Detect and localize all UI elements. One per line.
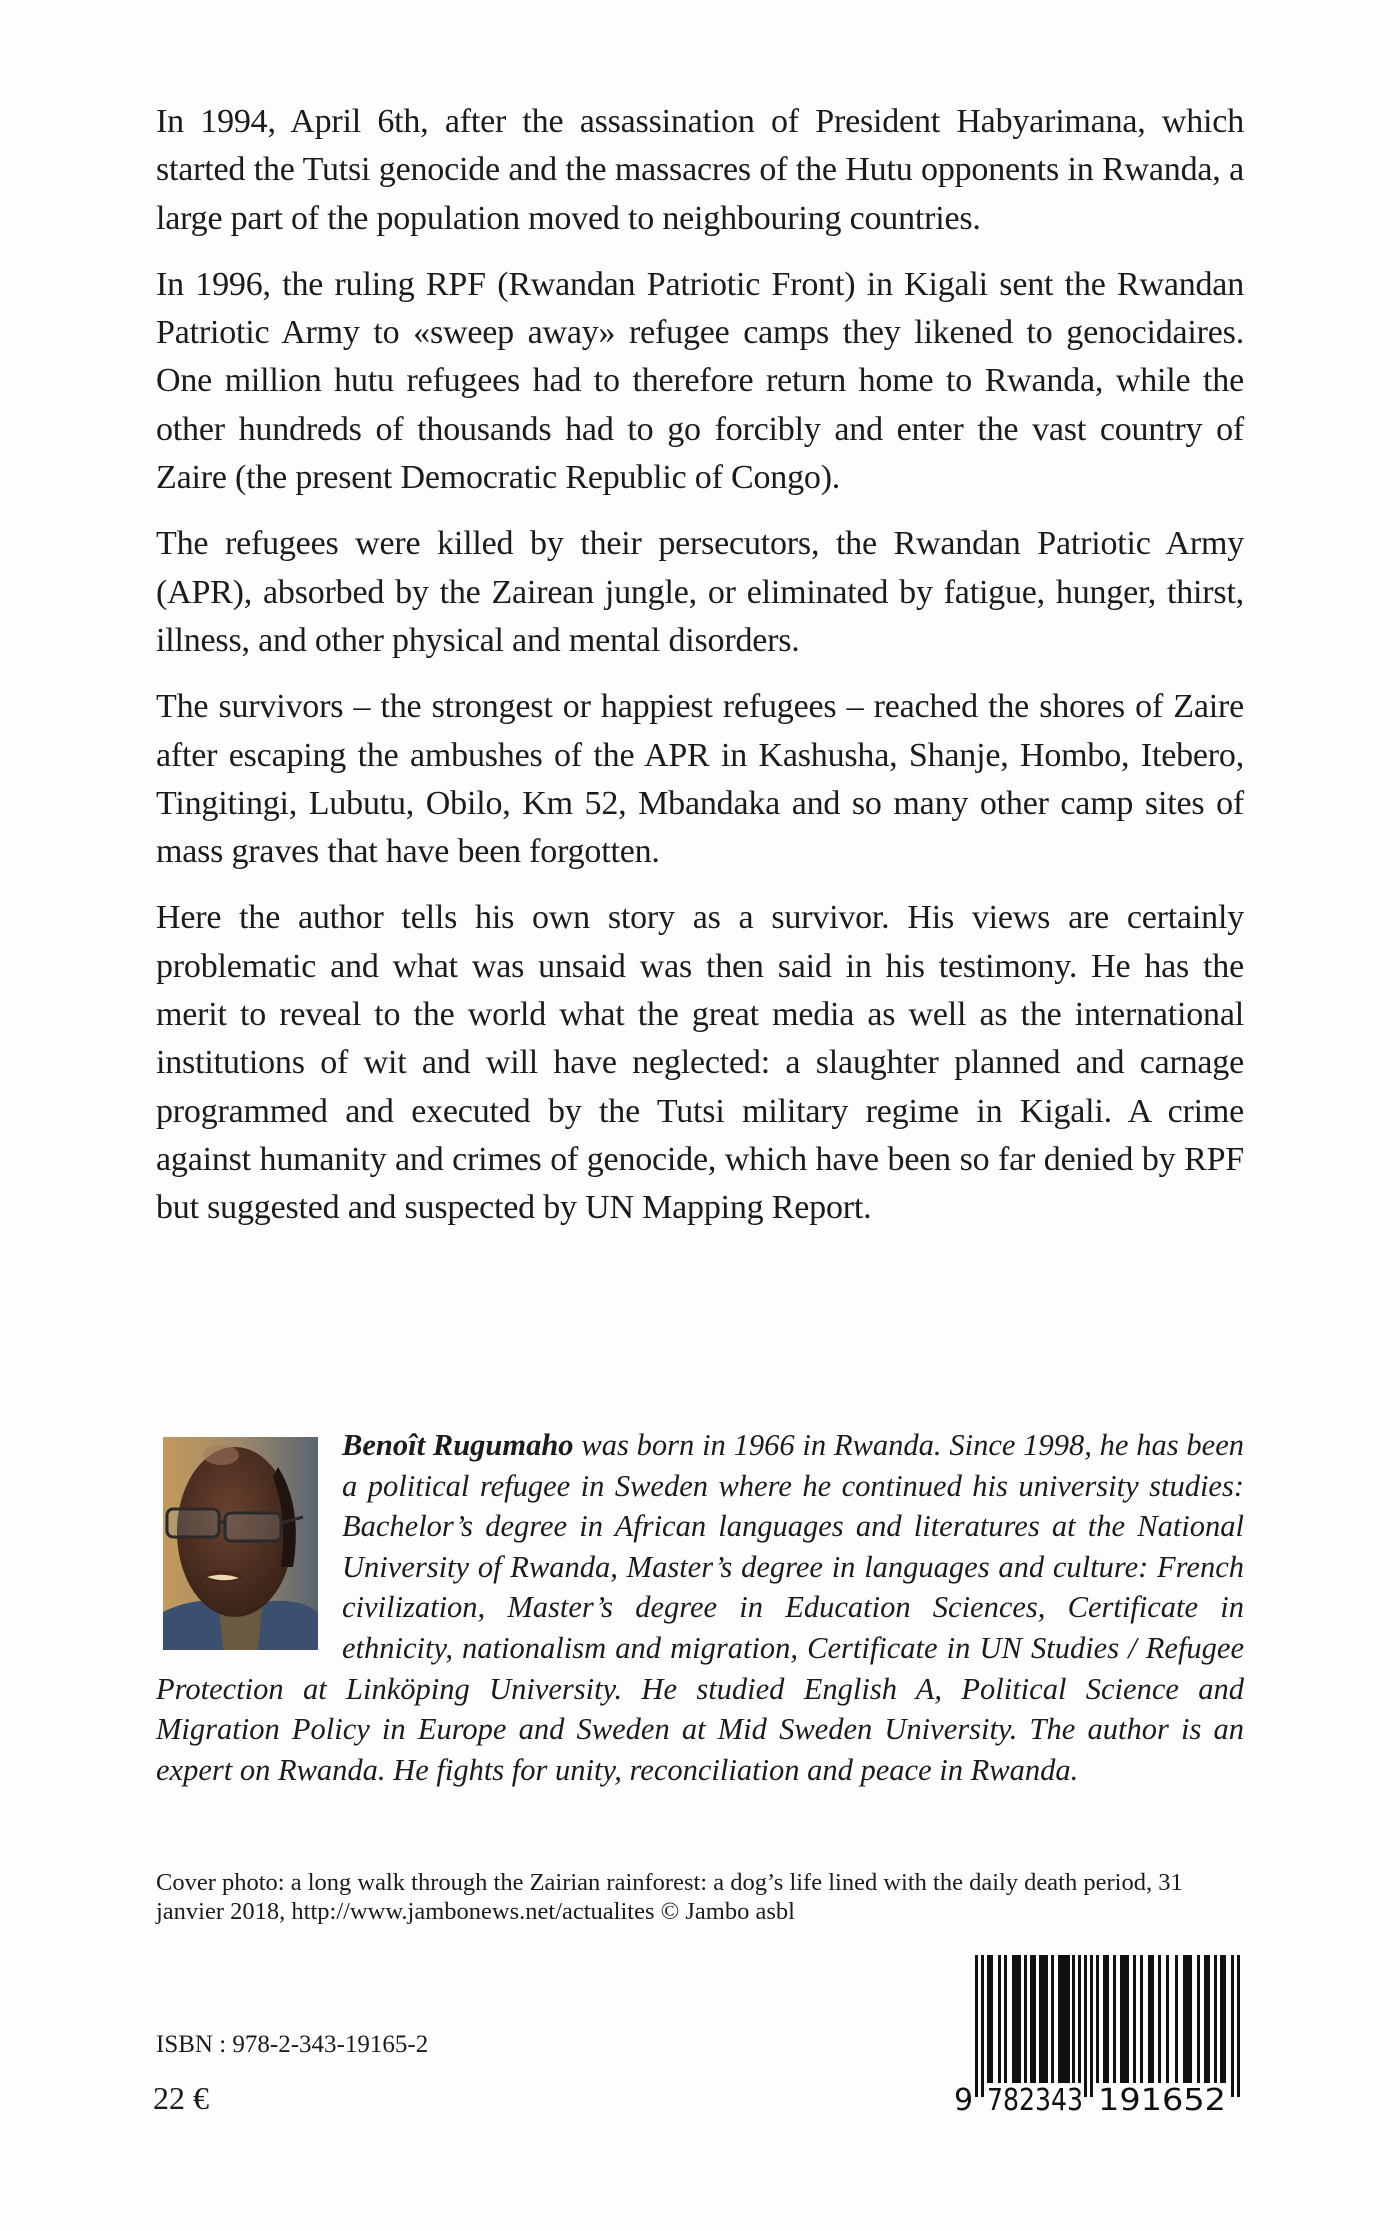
isbn-barcode <box>950 1952 1250 2117</box>
author-bio-text: was born in 1966 in Rwanda. Since 1998, he has been a political refugee in Sweden where he continued his university studies: Bachelor’s degree in African languages and literatures at the National University of Rwanda, Master’s degree in languages and culture: French civilization, Master’s degree in Education Sciences, Certificate in ethnicity, nationalism and migration, Certificate in UN Studies / Refugee Protection at Linköping University. He studied English A, Political Science and Migration Policy in Europe and Sweden at Mid Sweden University. The author is an expert on Rwanda. He fights for unity, reconciliation and peace in Rwanda. <box>156 1428 1244 1787</box>
blurb <box>156 98 1244 1251</box>
author-name: Benoît Rugumaho <box>342 1428 574 1462</box>
barcode-left-digits: 782343 <box>987 2083 1083 2117</box>
author-photo <box>163 1437 318 1650</box>
barcode-right-digits: 191652 <box>1098 2083 1226 2117</box>
blurb-paragraph-3: The refugees were killed by their persecutors, the Rwandan Patriotic Army (APR), absorbed by the Zairean jungle, or eliminated by fatigue, hunger, thirst, illness, and other physical and mental disorders. <box>156 525 1244 659</box>
isbn: ISBN : 978-2-343-19165-2 <box>156 2031 429 2058</box>
blurb-paragraph-5: Here the author tells his own story as a survivor. His views are certainly problematic and what was unsaid was then said in his testimony. He has the merit to reveal to the world what the great media as well as the international institutions of wit and will have neglected: a slaughter planned and carnage programmed and executed by the Tutsi military regime in Kigali. A crime against humanity and crimes of genocide, which have been so far denied by RPF but suggested and suspected by UN Mapping Report. <box>156 899 1244 1227</box>
blurb-paragraph-2: In 1996, the ruling RPF (Rwandan Patriotic Front) in Kigali sent the Rwandan Patriotic Army to «sweep away» refugee camps they likened to genocidaires. One million hutu refugees had to therefore return home to Rwanda, while the other hundreds of thousands had to go forcibly and enter the vast country of Zaire (the present Democratic Republic of Congo). <box>156 265 1244 497</box>
barcode-first-digit: 9 <box>954 2083 974 2117</box>
blurb-paragraph-4: The survivors – the strongest or happiest refugees – reached the shores of Zaire after escaping the ambushes of the APR in Kashusha, Shanje, Hombo, Itebero, Tingitingi, Lubutu, Obilo, Km 52, Mbandaka and so many other camp sites of mass graves that have been forgotten. <box>156 688 1244 871</box>
author-portrait-icon <box>163 1437 318 1650</box>
price: 22 € <box>153 2080 209 2116</box>
barcode-icon <box>950 1952 1250 2117</box>
author-bio <box>156 1425 1244 1790</box>
blurb-paragraph-1: In 1994, April 6th, after the assassination of President Habyarimana, which started the Tutsi genocide and the massacres of the Hutu opponents in Rwanda, a large part of the population moved to neighbouring countries. <box>156 103 1244 237</box>
cover-photo-caption: Cover photo: a long walk through the Zairian rainforest: a dog’s life lined with the daily death period, 31 janvier 2018, http://www.jambonews.net/actualites © Jambo asbl <box>156 1869 1183 1925</box>
